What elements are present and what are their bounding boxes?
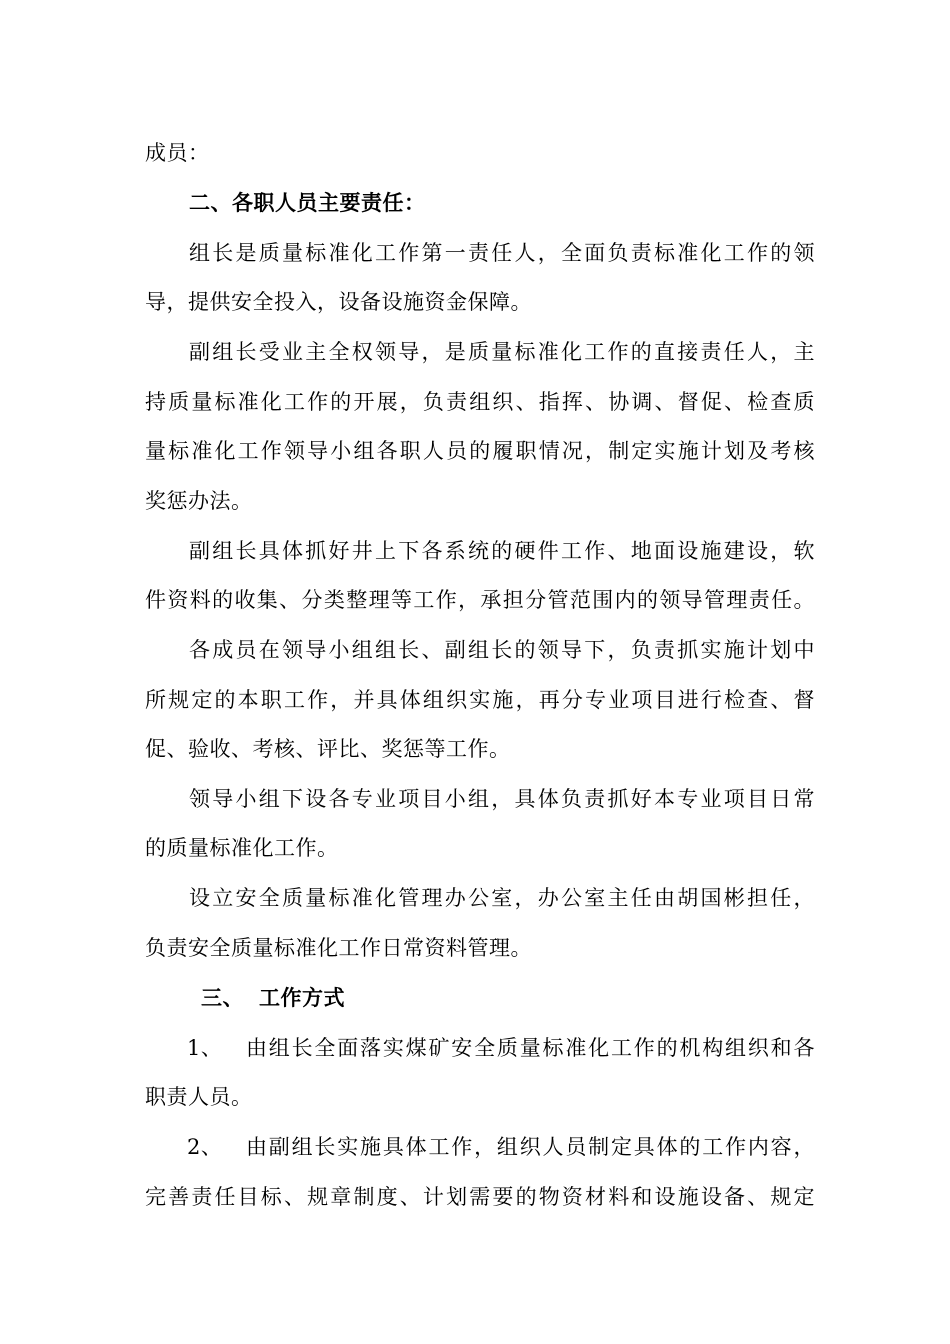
paragraph-line: 完善责任目标、规章制度、计划需要的物资材料和设施设备、规定 [145, 1185, 815, 1209]
paragraph-line: 负责安全质量标准化工作日常资料管理。 [145, 936, 532, 960]
paragraph-line: 职责人员。 [145, 1085, 253, 1109]
section-heading-work-method [145, 983, 815, 1013]
paragraph-line: 副组长具体抓好井上下各系统的硬件工作、地面设施建设，软 [189, 539, 815, 563]
paragraph-line: 奖惩办法。 [145, 489, 253, 513]
paragraph-line: 副组长受业主全权领导，是质量标准化工作的直接责任人，主 [189, 340, 815, 364]
paragraph-line: 各成员在领导小组组长、副组长的领导下，负责抓实施计划中 [189, 638, 815, 662]
list-item-number: 2、 [187, 1135, 223, 1159]
paragraph-line: 件资料的收集、分类整理等工作，承担分管范围内的领导管理责任。 [145, 588, 815, 612]
section-title: 工作方式 [259, 985, 345, 1010]
paragraph-line: 组长是质量标准化工作第一责任人，全面负责标准化工作的领 [189, 241, 815, 265]
paragraph-line: 的质量标准化工作。 [145, 836, 339, 860]
list-item-text: 由组长全面落实煤矿安全质量标准化工作的机构组织和各 [246, 1036, 815, 1060]
paragraph-line: 设立安全质量标准化管理办公室，办公室主任由胡国彬担任， [189, 886, 815, 910]
list-item-text: 由副组长实施具体工作，组织人员制定具体的工作内容， [246, 1135, 815, 1159]
paragraph-line: 持质量标准化工作的开展，负责组织、指挥、协调、督促、检查质 [145, 390, 815, 414]
paragraph-line: 促、验收、考核、评比、奖惩等工作。 [145, 737, 511, 761]
paragraph-line: 导，提供安全投入，设备设施资金保障。 [145, 290, 532, 314]
paragraph-line: 所规定的本职工作，并具体组织实施，再分专业项目进行检查、督 [145, 688, 815, 712]
paragraph-line: 量标准化工作领导小组各职人员的履职情况，制定实施计划及考核 [145, 439, 815, 463]
section-heading-responsibilities: 二、各职人员主要责任： [189, 190, 426, 215]
list-item-number-row [145, 1132, 815, 1162]
members-label: 成员： [145, 141, 210, 165]
section-number: 三、 [201, 985, 244, 1010]
list-item-number-row [145, 1033, 815, 1063]
paragraph-line: 领导小组下设各专业项目小组，具体负责抓好本专业项目日常 [189, 787, 815, 811]
list-item-number: 1、 [187, 1036, 223, 1060]
